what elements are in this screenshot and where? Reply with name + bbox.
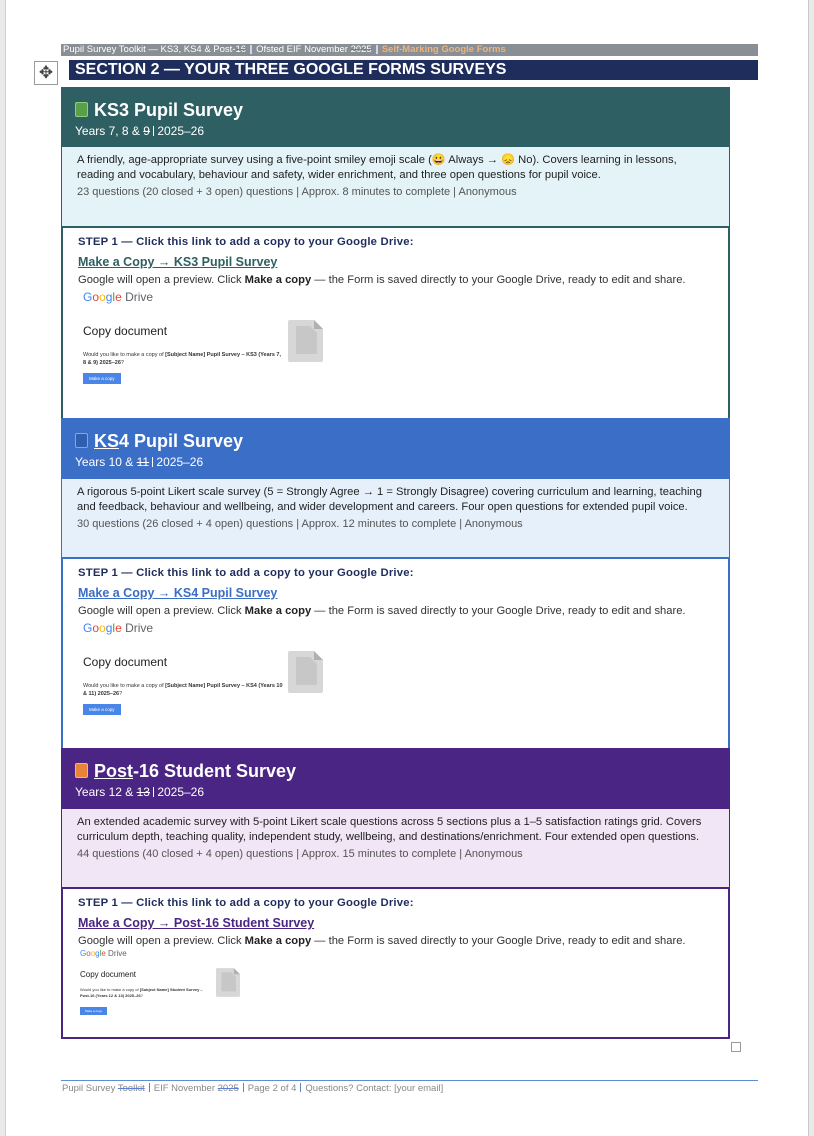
table-move-handle-icon[interactable]: ✥ <box>34 61 58 85</box>
logo-letter: o <box>99 621 106 635</box>
post16-years <box>75 785 716 799</box>
ks4-step-block <box>61 557 730 748</box>
ks4-years-tick <box>152 457 153 467</box>
copy-text-c: ? <box>119 690 123 697</box>
footer-divider <box>61 1080 758 1081</box>
logo-drive-word: Drive <box>105 949 127 958</box>
logo-letter: G <box>83 621 93 635</box>
ks4-title-prefix: KS <box>94 431 120 451</box>
ks4-survey-card <box>61 418 730 748</box>
post16-description: An extended academic survey with 5-point Likert scale questions across 5 sections plus a 1–5 satisfaction ratings grid. Covers curriculum depth, teaching quality, independent study, wellbeing, and destinations/enrichment. Four extended open questions. <box>77 816 702 843</box>
ks3-note-b: — the Form is saved directly to your Google Drive, ready to edit and share. <box>311 274 686 286</box>
ks4-card-header <box>61 418 730 479</box>
copy-text-c: ? <box>120 359 124 366</box>
running-header <box>61 44 758 56</box>
ks4-note <box>78 605 714 617</box>
header-text-2: Ofsted EIF November <box>256 44 348 55</box>
ks3-year-range: 2025–26 <box>157 124 205 138</box>
document-icon <box>288 651 323 693</box>
footer-text-2: EIF November <box>153 1083 215 1094</box>
post16-meta: 44 questions (40 closed + 4 open) questions | Approx. 15 minutes to complete | Anonymous <box>77 848 523 860</box>
copy-document-text <box>80 987 205 999</box>
ks4-step-label: STEP 1 — Click this link to add a copy to your Google Drive: <box>78 567 414 579</box>
logo-letter: e <box>101 949 106 958</box>
post16-title <box>75 758 716 784</box>
ks3-years <box>75 124 716 138</box>
copy-text-a: Would you like to make a copy of <box>83 352 166 358</box>
post16-step-block <box>61 887 730 1039</box>
post16-year-range: 2025–26 <box>157 785 205 799</box>
post16-years-tick <box>153 787 154 797</box>
post16-note-b: — the Form is saved directly to your Google Drive, ready to edit and share. <box>311 935 686 947</box>
logo-letter: l <box>99 949 102 958</box>
footer-strike-text-2: 2025 <box>217 1083 239 1094</box>
ks3-years-text: Years 7, 8 & <box>75 124 140 138</box>
copy-document-text <box>83 683 283 698</box>
ks4-years-text: Years 10 & <box>75 455 134 469</box>
header-strike-text-2: 2025 <box>350 44 372 55</box>
ks3-title <box>75 97 716 123</box>
footer-separator <box>149 1083 150 1092</box>
logo-letter: o <box>99 290 106 304</box>
copy-document-title: Copy document <box>80 970 137 979</box>
logo-drive-word: Drive <box>121 290 154 304</box>
ks3-description: A friendly, age-appropriate survey using a five-point smiley emoji scale (😀 Always → 😞 No). Covers learning in lessons, reading and vocabulary, behaviour and safety, wider enrichment, and three open questions for pupil voice. <box>77 154 677 181</box>
table-resize-handle-icon[interactable] <box>731 1042 741 1052</box>
orange-book-icon <box>75 763 88 778</box>
ks4-description-block <box>61 479 730 557</box>
ks3-title-rest: Pupil Survey <box>129 100 244 120</box>
ks3-description-block <box>61 147 730 226</box>
blue-book-icon <box>75 433 88 448</box>
copy-document-text <box>83 352 283 367</box>
header-accent-text: Self-Marking Google Forms <box>381 44 506 55</box>
logo-letter: g <box>105 621 113 635</box>
post16-survey-card <box>61 748 730 1039</box>
preview-make-copy-button: Make a copy <box>80 1007 107 1015</box>
logo-letter: e <box>115 290 122 304</box>
footer-contact: Questions? Contact: [your email] <box>305 1083 444 1094</box>
post16-years-strike: 13 <box>136 785 150 799</box>
ks3-years-strike: 9 <box>143 124 150 138</box>
post16-note-bold: Make a copy <box>244 935 312 947</box>
header-separator-2 <box>376 45 378 54</box>
logo-letter: e <box>115 621 122 635</box>
copy-document-preview <box>80 970 714 1020</box>
copy-text-c: ? <box>140 993 143 998</box>
header-strike-text: 16 <box>235 44 247 55</box>
logo-letter: o <box>92 290 100 304</box>
google-drive-logo <box>83 621 714 635</box>
copy-text-a: Would you like to make a copy of <box>83 683 166 689</box>
logo-letter: g <box>105 290 113 304</box>
ks3-survey-card <box>61 87 730 418</box>
post16-note-a: Google will open a preview. Click <box>78 935 245 947</box>
copy-text-b: [Subject Name] Pupil Survey – KS3 (Years 7, 8 & 9) 2025–26 <box>83 352 281 366</box>
section-title: SECTION 2 — YOUR THREE GOOGLE FORMS SURVEYS <box>69 60 758 80</box>
ks4-title-rest: 4 Pupil Survey <box>119 431 244 451</box>
page-edge-left <box>0 0 6 1136</box>
copy-document-preview <box>83 324 714 394</box>
post16-title-rest: -16 Student Survey <box>133 761 297 781</box>
post16-step-label: STEP 1 — Click this link to add a copy to your Google Drive: <box>78 897 414 909</box>
post16-title-prefix: Post <box>94 761 134 781</box>
ks3-note-bold: Make a copy <box>244 274 312 286</box>
ks3-step-label: STEP 1 — Click this link to add a copy to your Google Drive: <box>78 236 414 248</box>
document-icon <box>288 320 323 362</box>
ks4-years <box>75 455 716 469</box>
ks4-meta: 30 questions (26 closed + 4 open) questions | Approx. 12 minutes to complete | Anonymous <box>77 518 523 530</box>
ks4-make-copy-link[interactable]: Make a Copy → KS4 Pupil Survey <box>78 586 278 600</box>
header-text: Pupil Survey Toolkit — KS3, KS4 & Post- <box>63 44 236 55</box>
copy-document-title: Copy document <box>83 324 168 338</box>
copy-document-preview <box>83 655 714 725</box>
copy-text-b: [Subject Name] Pupil Survey – KS4 (Years 10 & 11) 2025–26 <box>83 683 283 697</box>
post16-card-header <box>61 748 730 809</box>
green-book-icon <box>75 102 88 117</box>
google-drive-logo <box>83 290 714 304</box>
preview-make-copy-button: Make a copy <box>83 373 121 384</box>
ks4-note-a: Google will open a preview. Click <box>78 605 245 617</box>
ks4-title <box>75 428 716 454</box>
logo-letter: G <box>80 949 87 958</box>
page-edge-right <box>808 0 814 1136</box>
post16-note <box>78 935 714 947</box>
logo-letter: l <box>112 290 116 304</box>
running-footer <box>62 1083 443 1094</box>
footer-strike-text: Toolkit <box>117 1083 145 1094</box>
header-separator <box>250 45 252 54</box>
copy-text-a: Would you like to make a copy of <box>80 987 140 992</box>
ks3-card-header <box>61 87 730 147</box>
logo-letter: g <box>95 949 100 958</box>
footer-page-number: Page 2 of 4 <box>247 1083 297 1094</box>
ks4-note-bold: Make a copy <box>244 605 312 617</box>
logo-letter: o <box>92 621 100 635</box>
logo-drive-word: Drive <box>121 621 154 635</box>
ks3-title-prefix: KS3 <box>94 100 130 120</box>
footer-separator-3 <box>300 1083 301 1092</box>
logo-letter: l <box>112 621 116 635</box>
post16-years-text: Years 12 & <box>75 785 134 799</box>
ks3-step-block <box>61 226 730 418</box>
ks4-note-b: — the Form is saved directly to your Google Drive, ready to edit and share. <box>311 605 686 617</box>
ks4-description: A rigorous 5-point Likert scale survey (5 = Strongly Agree → 1 = Strongly Disagree) covering curriculum and learning, teaching and feedback, behaviour and wellbeing, and wider development and careers. Four open questions for extended pupil voice. <box>77 486 702 513</box>
logo-letter: o <box>90 949 96 958</box>
copy-document-title: Copy document <box>83 655 168 669</box>
logo-letter: G <box>83 290 93 304</box>
document-icon <box>216 968 240 997</box>
footer-text: Pupil Survey <box>62 1083 116 1094</box>
post16-description-block <box>61 809 730 887</box>
ks3-years-tick <box>153 126 154 136</box>
footer-separator-2 <box>243 1083 244 1092</box>
ks3-note-a: Google will open a preview. Click <box>78 274 245 286</box>
ks3-make-copy-link[interactable]: Make a Copy → KS3 Pupil Survey <box>78 255 278 269</box>
preview-make-copy-button: Make a copy <box>83 704 121 715</box>
ks3-note <box>78 274 714 286</box>
post16-make-copy-link[interactable]: Make a Copy → Post-16 Student Survey <box>78 916 315 930</box>
google-drive-logo <box>80 949 714 958</box>
ks3-meta: 23 questions (20 closed + 3 open) questions | Approx. 8 minutes to complete | Anonymous <box>77 186 517 198</box>
ks4-years-strike: 11 <box>136 455 150 469</box>
logo-letter: o <box>86 949 91 958</box>
copy-text-b: [Subject Name] Student Survey – Post-16 (Years 12 & 13) 2025–26 <box>80 987 203 998</box>
ks4-year-range: 2025–26 <box>156 455 204 469</box>
